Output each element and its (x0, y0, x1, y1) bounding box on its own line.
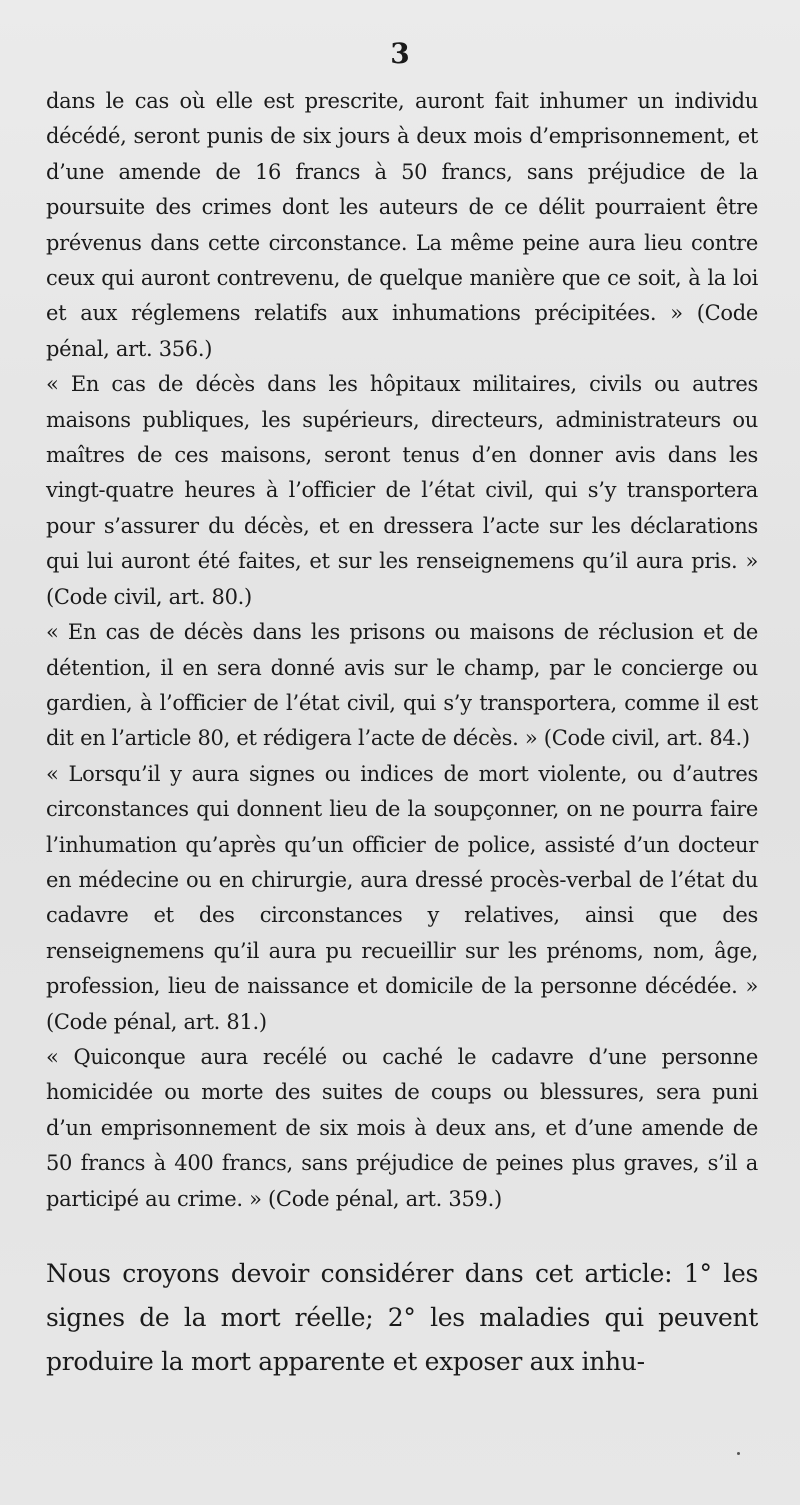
paragraph-code-civil-80: « En cas de décès dans les hôpitaux militaires, civils ou autres maisons publiques, les supérieurs, directeurs, administrateurs ou maîtres de ces maisons, seront tenus d’en donner avis dans les vingt-quatre heures à l’officier de l’état civil, qui s’y transportera pour s’assurer du décès, et en dressera l’acte sur les déclarations qui lui auront été faites, et sur les renseignemens qu’il aura pris. » (Code civil, art. 80.) (46, 372, 758, 609)
page-number: 3 (390, 37, 410, 70)
paragraph-code-civil-84: « En cas de décès dans les prisons ou maisons de réclusion et de détention, il en sera donné avis sur le champ, par le concierge ou gardien, à l’officier de l’état civil, qui s’y transportera, comme il est dit en l’article 80, et rédigera l’acte de décès. » (Code civil, art. 84.) (46, 620, 758, 751)
print-speck (737, 1452, 740, 1455)
paragraph-code-penal-359: « Quiconque aura recélé ou caché le cadavre d’une personne homicidée ou morte des suites de coups ou blessures, sera puni d’un emprisonnement de six mois à deux ans, et d’une amende de 50 francs à 400 francs, sans préjudice de peines plus graves, s’il a participé au crime. » (Code pénal, art. 359.) (46, 1044, 758, 1211)
paragraph-code-penal-81: « Lorsqu’il y aura signes ou indices de mort violente, ou d’autres circonstances qui donnent lieu de la soupçonner, on ne pourra faire l’inhumation qu’après qu’un officier de police, assisté d’un docteur en médecine ou en chirurgie, aura dressé procès-verbal de l’état du cadavre et des circonstances y relatives, ainsi que des renseignemens qu’il aura pu recueillir sur les prénoms, nom, âge, profession, lieu de naissance et domicile de la personne décédée. » (Code pénal, art. 81.) (46, 761, 758, 1034)
paragraph-code-penal-356: dans le cas où elle est prescrite, auront fait inhumer un individu décédé, seront punis de six jours à deux mois d’emprisonnement, et d’une amende de 16 francs à 50 francs, sans préjudice de la poursuite des crimes dont les auteurs de ce délit pourraient être prévenus dans cette circonstance. La même peine aura lieu contre ceux qui auront contrevenu, de quelque manière que ce soit, à la loi et aux réglemens relatifs aux inhumations précipitées. » (Code pénal, art. 356.) (46, 89, 758, 361)
conclusion-paragraph: Nous croyons devoir considérer dans cet article: 1° les signes de la mort réelle; 2° les maladies qui peuvent produire la mort apparente et exposer aux inhu- (46, 1259, 758, 1376)
body-text (46, 84, 758, 1217)
